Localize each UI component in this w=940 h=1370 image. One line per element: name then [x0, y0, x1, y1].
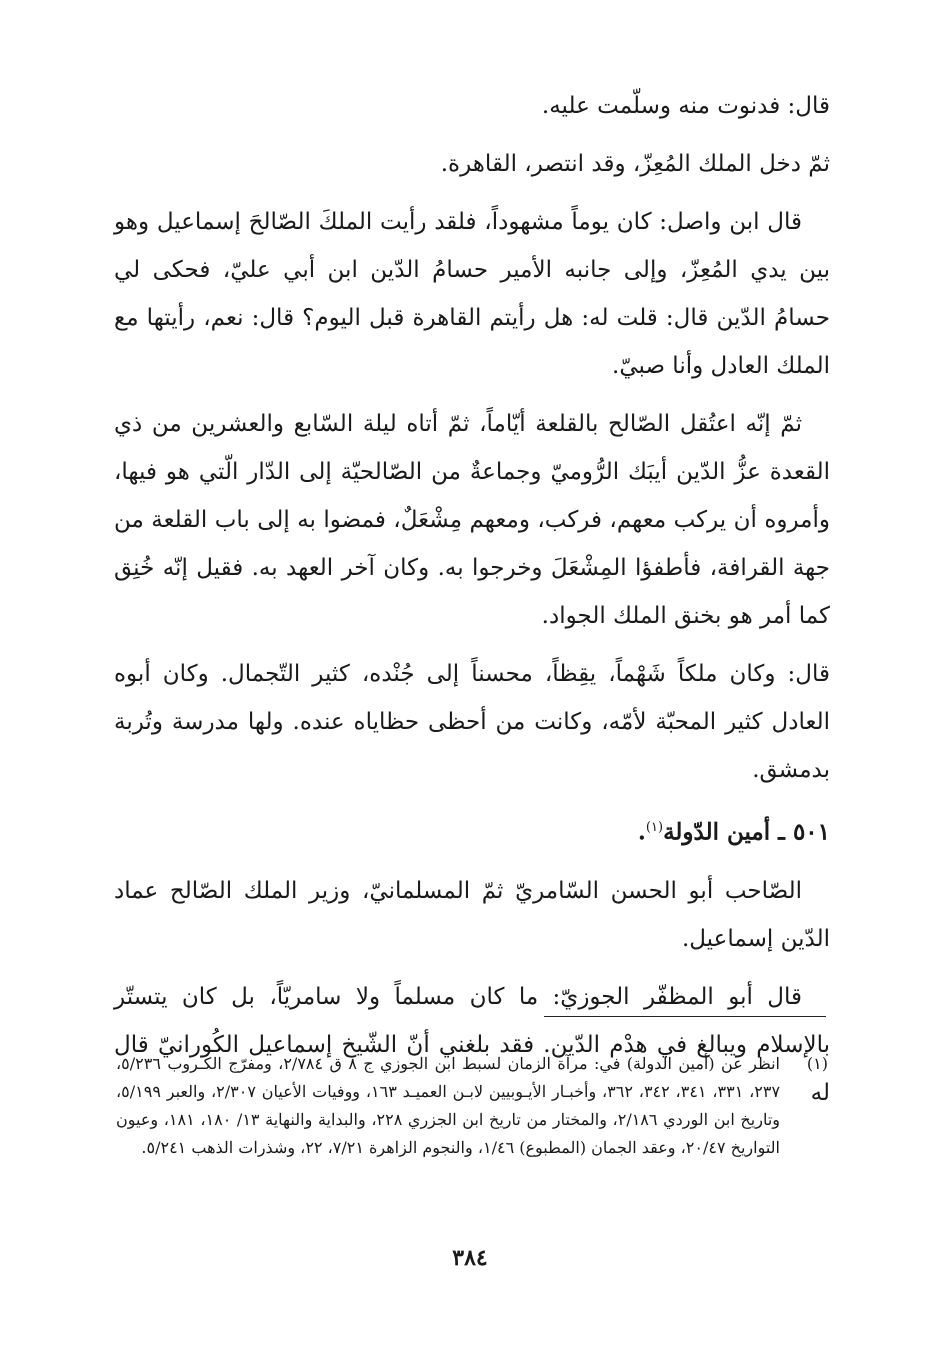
entry-paragraph-2: قال أبو المظفّر الجوزيّ: ما كان مسلماً ولا سامريّاً، بل كان يتستّر بالإسلام ويبالغ في هدْم الدّين. فقد بلغني أنّ الشّيخ إسماعيل الكُورانيّ قال له — [114, 983, 830, 1106]
entry-end: . — [637, 818, 646, 846]
footnote-reference: (١) — [645, 820, 664, 835]
paragraph-3: قال ابن واصل: كان يوماً مشهوداً، فلقد رأيت الملكَ الصّالحَ إسماعيل وهو بين يدي المُعِزّ، وإلى جانبه الأمير حسامُ الدّين ابن أبي عليّ، فحكى لي حسامُ الدّين قال: قلت له: هل رأيتم القاهرة قبل اليوم؟ قال: نعم، رأيتها مع الملك العادل وأنا صبيّ. — [114, 209, 830, 379]
entry-paragraph-1: الصّاحب أبو الحسن السّامريّ ثمّ المسلمانيّ، وزير الملك الصّالح عماد الدّين إسماعيل. — [114, 877, 830, 952]
page-number: ٣٨٤ — [452, 1245, 488, 1271]
paragraph-5: قال: وكان ملكاً شَهْماً، يقِظاً، محسناً إلى جُنْده، كثير التّجمال. وكان أبوه العادل كثير المحبّة لأمّه، وكانت من أحظى حظاياه عنده. ولها مدرسة وتُربة بدمشق. — [114, 661, 830, 783]
main-text — [114, 82, 830, 1127]
footnote — [116, 1050, 828, 1162]
footnote-text: انظر عن (أمين الدولة) في: مرآة الزمان لسبط ابن الجوزي ج ٨ ق ٢/٧٨٤، ومفرّج الكـروب ٥/٢٣٦، ٢٣٧، ٣٣١، ٣٤١، ٣٤٢، ٣٦٢، وأخبـار الأيـوبيين لابـن العميـد ١٦٣، ووفيات الأعيان ٢/٣٠٧، والعبر ٥/١٩٩، وتاريخ ابن الوردي ٢/١٨٦، والمختار من تاريخ ابن الجزري ٢٢٨، والبداية والنهاية ١٣/ ١٨٠، ١٨١، وعيون التواريخ ٢٠/٤٧، وعقد الجمان (المطبوع) ١/٤٦، والنجوم الزاهرة ٧/٢١، ٢٢، وشذرات الذهب ٥/٢٤١. — [116, 1054, 781, 1157]
entry-number: ٥٠١ — [792, 818, 830, 846]
entry-dash: ـ — [778, 818, 785, 846]
footnotes — [116, 1050, 828, 1162]
footnote-separator — [544, 1016, 826, 1017]
paragraph-4: ثمّ إنّه اعتُقل الصّالح بالقلعة أيّاماً، ثمّ أتاه ليلة السّابع والعشرين من ذي القعدة عزُّ الدّين أيبَك الرُّوميّ وجماعةٌ من الصّالحيّة إلى الدّار الّتي هو فيها، وأمروه أن يركب معهم، فركب، ومعهم مِشْعَلٌ، فمضوا به إلى باب القلعة من جهة القرافة، فأطفؤا المِشْعَلَ وخرجوا به. وكان آخر العهد به. فقيل إنّه خُنِق كما أمر هو بخنق الملك الجواد. — [114, 411, 830, 629]
paragraph-2: ثمّ دخل الملك المُعِزّ، وقد انتصر، القاهرة. — [440, 151, 830, 177]
entry-name: أمين الدّولة — [663, 818, 771, 846]
paragraph-1: قال: فدنوت منه وسلّمت عليه. — [541, 93, 830, 119]
entry-heading — [114, 804, 830, 857]
footnote-mark: (١) — [806, 1054, 828, 1073]
